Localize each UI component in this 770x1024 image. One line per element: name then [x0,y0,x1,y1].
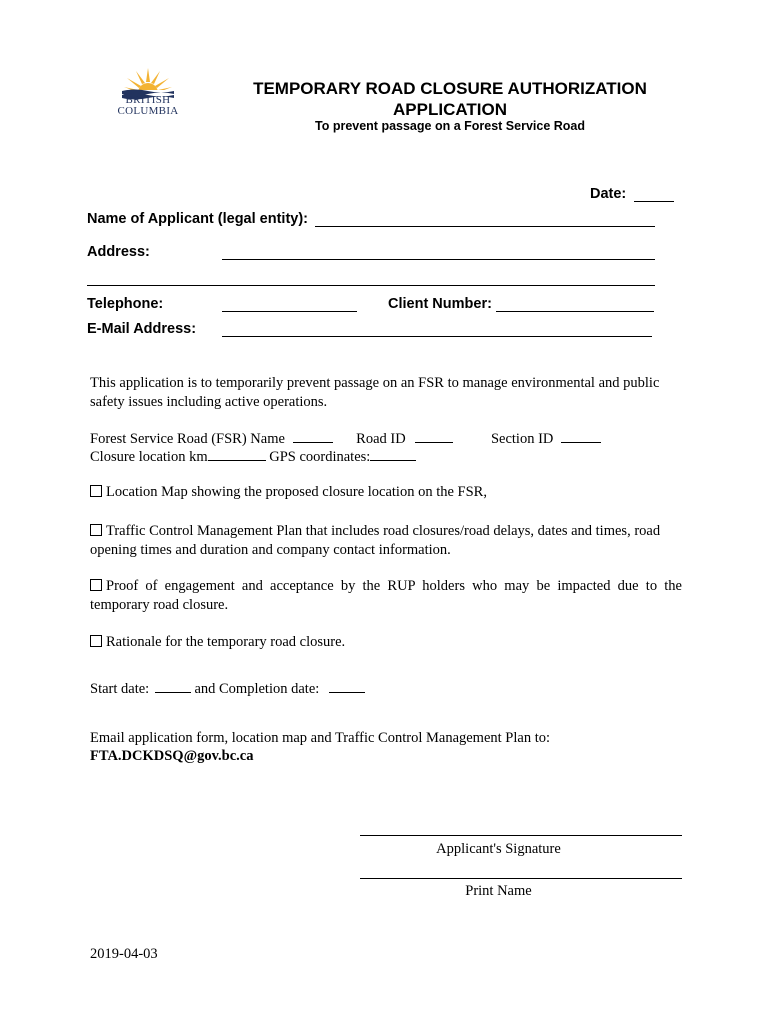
date-label: Date: [590,186,627,202]
logo-text-line2: COLUMBIA [117,105,179,117]
closure-location-label: Closure location km [90,449,208,465]
email-field[interactable] [222,336,652,337]
email-instruction: Email application form, location map and Traffic Control Management Plan to: [90,730,551,746]
fsr-name-label: Forest Service Road (FSR) Name [90,431,285,447]
address-label: Address: [87,244,150,260]
applicant-label: Name of Applicant (legal entity): [87,211,309,227]
print-name-label: Print Name [465,883,532,899]
signature-line[interactable] [360,835,682,836]
gps-label: GPS coordinates: [269,449,371,465]
address-field-line1[interactable] [222,259,655,260]
print-name-line[interactable] [360,878,682,879]
proof-engagement-checkbox[interactable] [90,579,102,591]
logo-text-line1: BRITISH [125,94,171,106]
title-line1: TEMPORARY ROAD CLOSURE AUTHORIZATION [253,79,647,98]
gps-field[interactable] [370,446,416,461]
closure-location-field[interactable] [208,446,266,461]
section-id-field[interactable] [561,428,601,443]
applicant-field[interactable] [315,226,655,227]
closure-location-row [90,446,690,467]
start-date-label: Start date: [90,681,150,697]
section-id-label: Section ID [490,431,554,447]
checklist-item [90,522,682,560]
date-field[interactable] [634,201,674,202]
checklist-item-label: Location Map showing the proposed closure location on the FSR, [106,484,487,500]
road-id-field[interactable] [415,428,453,443]
intro-paragraph: This application is to temporarily prevent passage on an FSR to manage environmental and public safety issues including active operations. [90,375,660,410]
completion-date-label: and Completion date: [194,681,320,697]
completion-date-field[interactable] [329,678,365,693]
location-map-checkbox[interactable] [90,485,102,497]
applicant-signature-label: Applicant's Signature [436,841,561,857]
title-line2: APPLICATION [393,100,507,119]
footer-date: 2019-04-03 [90,946,158,962]
client-number-field[interactable] [496,311,654,312]
checklist-item-label: Proof of engagement and acceptance by the RUP holders who may be impacted due to the temporary road closure. [90,578,682,613]
submission-email-link[interactable]: FTA.DCKDSQ@gov.bc.ca [90,748,254,764]
client-number-label: Client Number: [388,296,492,312]
fsr-name-field[interactable] [293,428,333,443]
checklist-item-label: Traffic Control Management Plan that includes road closures/road delays, dates and times, road opening times and duration and company contact information. [90,523,661,558]
page-title [200,78,700,120]
dates-row [90,678,690,699]
logo-text [112,95,184,117]
start-date-field[interactable] [155,678,191,693]
road-id-label: Road ID [356,431,406,447]
checklist-item [90,633,682,652]
checklist-item-label: Rationale for the temporary road closure. [106,634,346,650]
rationale-checkbox[interactable] [90,635,102,647]
page-subtitle: To prevent passage on a Forest Service Road [315,119,585,133]
checklist-item [90,483,690,502]
email-label: E-Mail Address: [87,321,197,337]
telephone-field[interactable] [222,311,357,312]
telephone-label: Telephone: [87,296,164,312]
checklist-item [90,577,682,615]
traffic-plan-checkbox[interactable] [90,524,102,536]
address-field-line2[interactable] [87,285,655,286]
